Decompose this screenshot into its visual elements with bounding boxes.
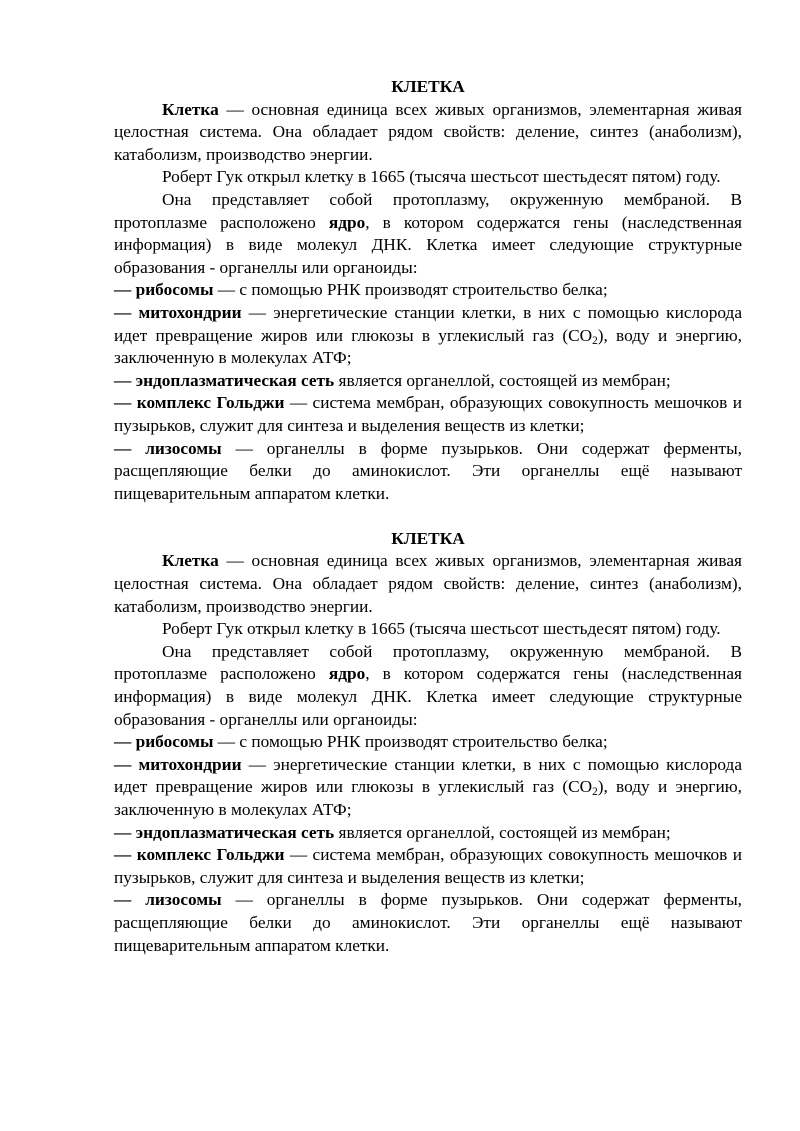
- list-item-mitochondria: — митохондрии — энергетические станции клетки, в них с помощью кислорода идет превращение жиров или глюкозы в углекислый газ $(CO_2)$, воду и энергию, заключенную в молекулах АТФ;: [114, 754, 742, 819]
- definition-paragraph: Клетка — основная единица всех живых организмов, элементарная живая целостная система. Она обладает рядом свойств: деление, синтез (анаболизм), катаболизм, производство энергии.: [114, 551, 742, 616]
- history-paragraph: Роберт Гук открыл клетку в 1665 (тысяча шестьсот шестьдесят пятом) году.: [162, 167, 721, 187]
- section-title: КЛЕТКА: [391, 528, 465, 548]
- list-item-ribosomes: — рибосомы — с помощью РНК производят строительство белка;: [114, 732, 608, 752]
- history-paragraph: Роберт Гук открыл клетку в 1665 (тысяча шестьсот шестьдесят пятом) году.: [162, 619, 721, 639]
- list-item-golgi: — комплекс Гольджи — система мембран, образующих совокупность мешочков и пузырьков, служит для синтеза и выделения веществ из клетки;: [114, 845, 742, 887]
- list-item-er: — эндоплазматическая сеть является органеллой, состоящей из мембран;: [114, 822, 671, 842]
- definition-paragraph: Клетка — основная единица всех живых организмов, элементарная живая целостная система. Она обладает рядом свойств: деление, синтез (анаболизм), катаболизм, производство энергии.: [114, 99, 742, 164]
- list-item-lysosomes: — лизосомы — органеллы в форме пузырьков. Они содержат ферменты, расщепляющие белки до аминокислот. Эти органеллы ещё называют пищеварительным аппаратом клетки.: [114, 438, 743, 503]
- list-item-golgi: — комплекс Гольджи — система мембран, образующих совокупность мешочков и пузырьков, служит для синтеза и выделения веществ из клетки;: [114, 393, 742, 435]
- section-title: КЛЕТКА: [391, 77, 465, 96]
- list-item-mitochondria: — митохондрии — энергетические станции клетки, в них с помощью кислорода идет превращение жиров или глюкозы в углекислый газ $(CO_2)$, воду и энергию, заключенную в молекулах АТФ;: [114, 302, 742, 368]
- cell-section-2: [114, 528, 742, 957]
- cell-section-1: [114, 76, 742, 505]
- term-cell: Клетка: [162, 551, 219, 571]
- structure-paragraph: Она представляет собой протоплазму, окруженную мембраной. В протоплазме расположено ядро, в котором содержатся гены (наследственная информация) в виде молекул ДНК. Клетка имеет следующие структурные образования - органеллы или органоиды:: [114, 641, 743, 729]
- document-page: [114, 76, 742, 957]
- list-item-er: — эндоплазматическая сеть является органеллой, состоящей из мембран;: [114, 370, 671, 390]
- list-item-ribosomes: — рибосомы — с помощью РНК производят строительство белка;: [114, 280, 608, 300]
- list-item-lysosomes: — лизосомы — органеллы в форме пузырьков. Они содержат ферменты, расщепляющие белки до аминокислот. Эти органеллы ещё называют пищеварительным аппаратом клетки.: [114, 890, 743, 955]
- term-cell: Клетка: [162, 99, 219, 119]
- term-nucleus: ядро: [328, 664, 366, 684]
- term-nucleus: ядро: [328, 212, 366, 232]
- structure-paragraph: Она представляет собой протоплазму, окруженную мембраной. В протоплазме расположено ядро, в котором содержатся гены (наследственная информация) в виде молекул ДНК. Клетка имеет следующие структурные образования - органеллы или органоиды:: [114, 189, 743, 277]
